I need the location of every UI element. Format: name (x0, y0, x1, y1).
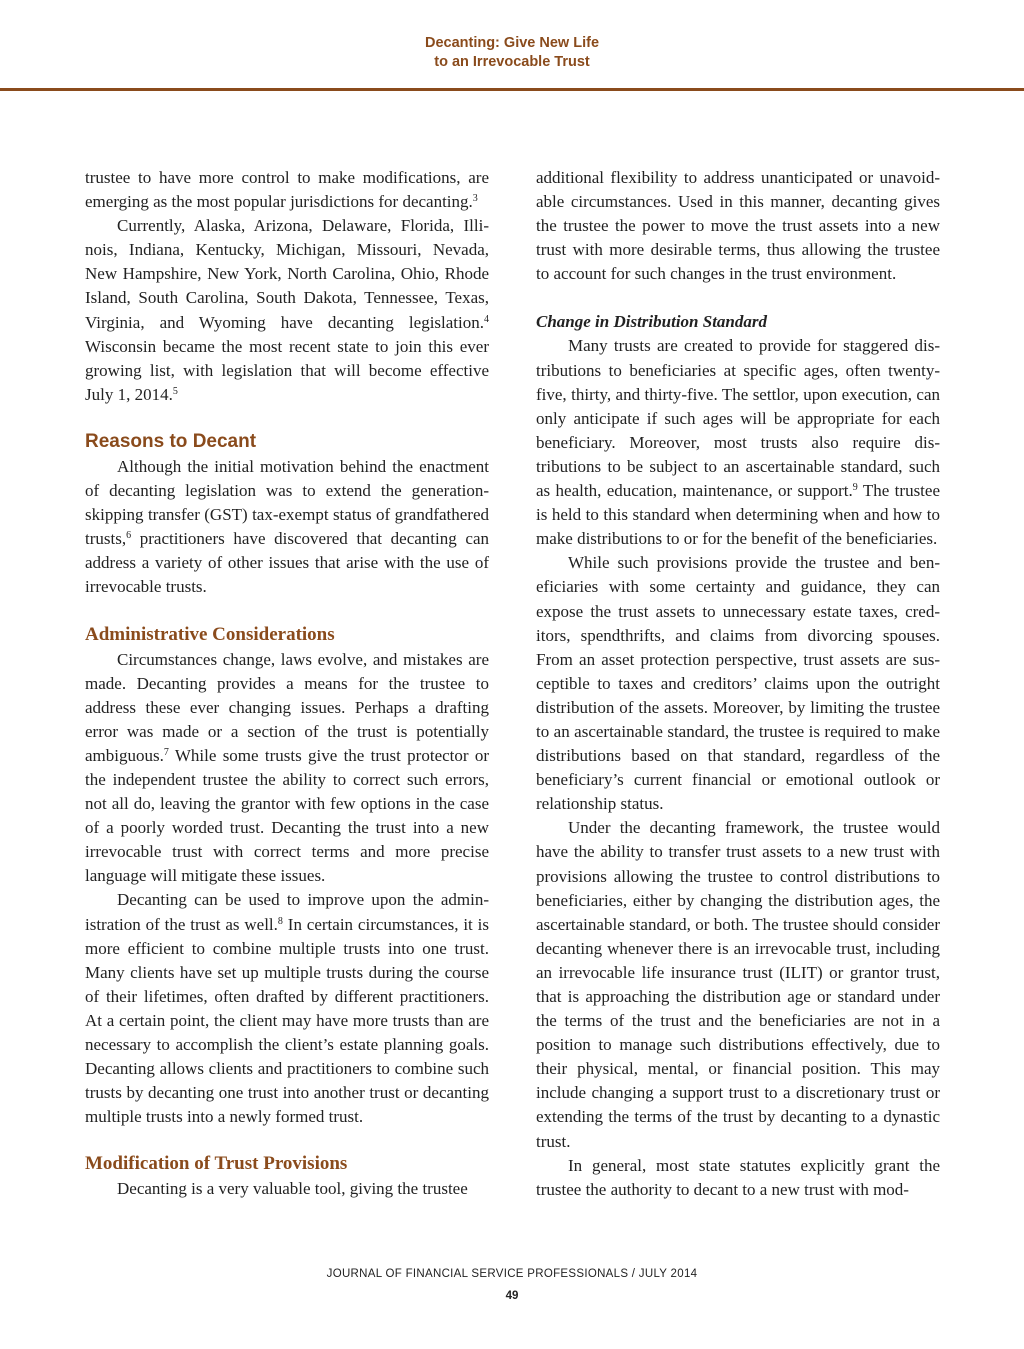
footnote-ref: 6 (126, 530, 132, 542)
page-number: 49 (505, 1290, 519, 1302)
subheading-modification: Modification of Trust Provisions (85, 1153, 348, 1175)
footnote-ref: 9 (852, 482, 858, 494)
paragraph: While such provisions provide the trustee and beneficiaries with some certainty and guidance, they can expose the trust assets to unnecessary estate taxes, creditors, spendthrifts, and claims from divorcing spouses. From an asset protection perspective, trust assets are susceptible to taxes and creditors’ claims upon the outright distribution of the assets. Moreover, by limiting the trustee to an ascertainable standard, the trustee is required to make distributions based on that standard, regardless of the beneficiary’s current financial or emotional outlook or relationship status. (536, 553, 940, 814)
subheading-administrative: Administrative Considerations (85, 623, 335, 645)
footnote-ref: 4 (484, 313, 489, 325)
footnote-ref: 7 (163, 746, 169, 758)
footer-journal-line: JOURNAL OF FINANCIAL SERVICE PROFESSIONALS / JULY 2014 (326, 1268, 698, 1280)
right-column (536, 166, 940, 1202)
subheading-distribution-standard: Change in Distribution Standard (536, 312, 768, 332)
section-heading-reasons: Reasons to Decant (85, 430, 257, 452)
paragraph: In general, most state statutes explicitly grant the trustee the authority to decant to a new trust with mod- (536, 1155, 940, 1199)
paragraph: Circumstances change, laws evolve, and mistakes are made. Decanting provides a means for the trustee to address these ever changing issues. Perhaps a drafting error was made or a section of the trust is potentially ambiguous.$^7$ While some trusts give the trust protector or the independent trustee the ability to correct such errors, not all do, leaving the grantor with few options in the case of a poorly worded trust. Decanting the trust into a new irrevocable trust with correct terms and more precise language will mitigate these issues. (85, 649, 489, 886)
running-header-line-1: Decanting: Give New Life (424, 35, 600, 51)
footnote-ref: 8 (277, 915, 283, 927)
paragraph: Under the decanting framework, the trustee would have the ability to transfer trust assets to a new trust with provisions allowing the trustee to control distributions to beneficiaries, either by changing the distribution ages, the ascertainable standard, or both. The trustee should consider decanting whenever there is an irrevocable trust, including an irrevocable life insurance trust (ILIT) or grantor trust, that is approaching the distribution age or standard under the terms of the trust and the beneficiaries are not in a position to manage such distributions effectively, due to their physical, mental, or financial position. This may include changing a support trust to a discretionary trust or extending the terms of the trust by decanting to a dynastic trust. (536, 818, 940, 1151)
footnote-ref: 5 (172, 385, 178, 397)
footnote-ref: 3 (472, 193, 478, 205)
paragraph: Many trusts are created to provide for staggered distributions to beneficiaries at specific ages, often twenty-five, thirty, and thirty-five. The settlor, upon execution, can only anticipate if such ages will be appropriate for each beneficiary. Moreover, most trusts also require distributions to be subject to an ascertainable standard, such as health, education, maintenance, or support.$^9$ The trustee is held to this standard when determining when and how to make distributions to or for the benefit of the beneficiaries. (536, 336, 940, 549)
paragraph: Currently, Alaska, Arizona, Delaware, Florida, Illinois, Indiana, Kentucky, Michigan, Missouri, Nevada, New Hampshire, New York, North Carolina, Ohio, Rhode Island, South Carolina, South Dakota, Tennessee, Texas, Virginia, and Wyoming have decanting legislation.$^4$ Wisconsin became the most recent state to join this ever growing list, with legislation that will become effective July 1, 2014.$^5$ (85, 216, 489, 404)
running-header-line-2: to an Irrevocable Trust (434, 54, 590, 70)
paragraph: additional flexibility to address unanticipated or unavoidable circumstances. Used in this manner, decanting gives the trustee the power to move the trust assets into a new trust with more desirable terms, thus allowing the trustee to account for such changes in the trust environment. (536, 168, 940, 284)
running-header (0, 34, 1024, 72)
header-rule (0, 88, 1024, 91)
paragraph: Decanting is a very valuable tool, giving the trustee (117, 1179, 468, 1199)
paragraph: Although the initial motivation behind the enactment of decanting legislation was to extend the generation-skipping transfer (GST) tax-exempt status of grandfathered trusts,$^6$ practitioners have discovered that decanting can address a variety of other issues that arise with the use of irrevocable trusts. (85, 456, 489, 597)
paragraph: trustee to have more control to make modifications, are emerging as the most popular jurisdictions for decanting.$^3$ (85, 168, 489, 212)
paragraph: Decanting can be used to improve upon the administration of the trust as well.$^8$ In certain circumstances, it is more efficient to combine multiple trusts into one trust. Many clients have set up multiple trusts during the course of their lifetimes, often drafted by different practitioners. At a certain point, the client may have more trusts than are necessary to accomplish the client’s estate planning goals. Decanting allows clients and practitioners to combine such trusts by decanting one trust into another trust or decanting multiple trusts into a newly formed trust. (85, 890, 489, 1127)
left-column (85, 166, 489, 1201)
